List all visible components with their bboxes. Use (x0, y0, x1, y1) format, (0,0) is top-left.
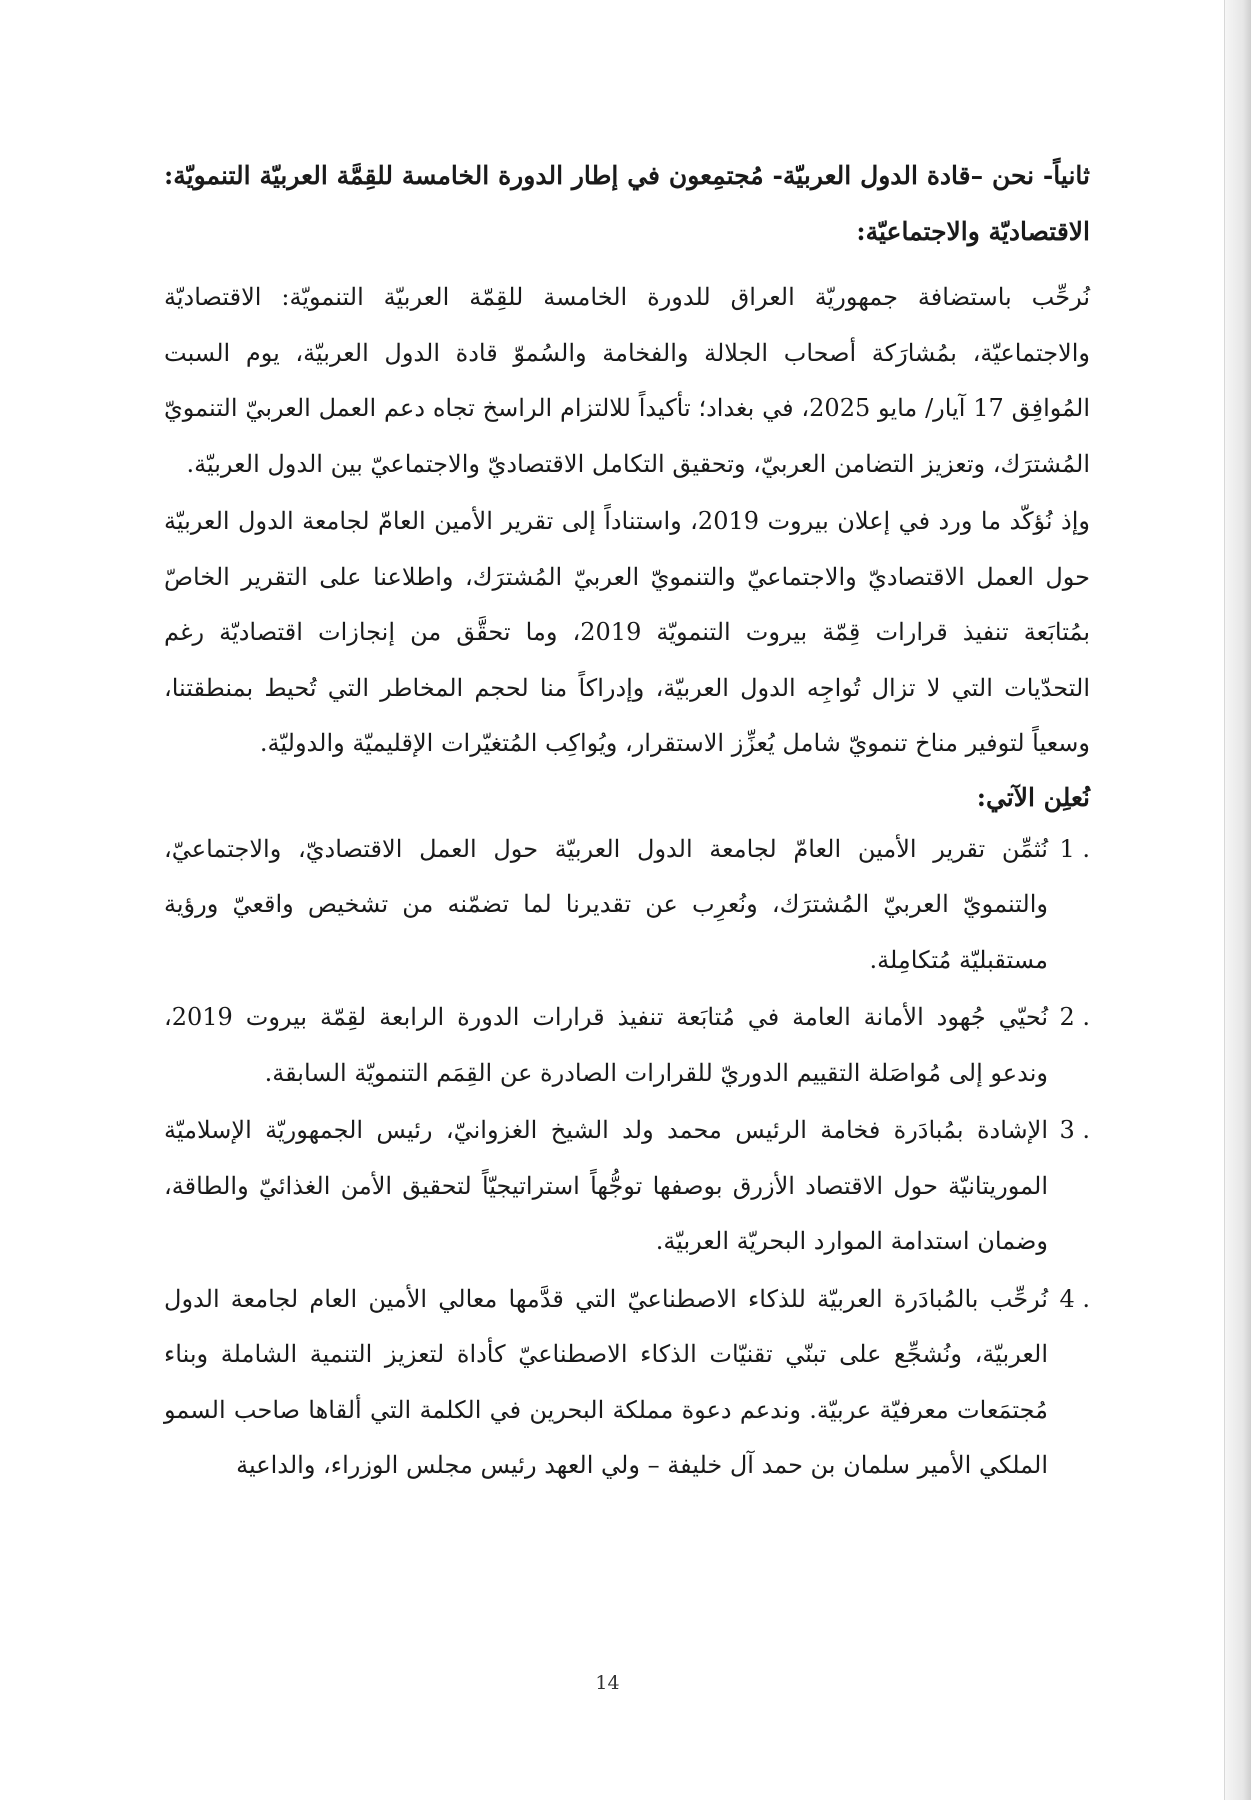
declarations-list (164, 822, 1090, 1494)
item-number: 3 . (1059, 1116, 1090, 1144)
item-text: نُحيّي جُهود الأمانة العامة في مُتابَعة تنفيذ قرارات الدورة الرابعة لقِمّة بيروت 2019، وندعو إلى مُواصَلة التقييم الدوريّ للقرارات الصادرة عن القِمَم التنمويّة السابقة. (164, 1003, 1048, 1087)
paragraph-affirmation: وإذ نُؤكّد ما ورد في إعلان بيروت 2019، واستناداً إلى تقرير الأمين العامّ لجامعة الدول العربيّة حول العمل الاقتصاديّ والاجتماعيّ والتنمويّ العربيّ المُشترَك، واطلاعنا على التقرير الخاصّ بمُتابَعة تنفيذ قرارات قِمّة بيروت التنمويّة 2019، وما تحقَّق من إنجازات اقتصاديّة رغم التحدّيات التي لا تزال تُواجِه الدول العربيّة، وإدراكاً منا لحجم المخاطر التي تُحيط بمنطقتنا، وسعياً لتوفير مناخ تنمويّ شامل يُعزِّز الاستقرار، ويُواكِب المُتغيّرات الإقليميّة والدوليّة. (164, 507, 1090, 757)
page-number: 14 (595, 1672, 620, 1694)
announce-heading: نُعلِن الآتي: (976, 782, 1090, 812)
item-number: 2 . (1059, 1003, 1090, 1031)
item-text: نُثمِّن تقرير الأمين العامّ لجامعة الدول العربيّة حول العمل الاقتصاديّ، والاجتماعيّ، والتنمويّ العربيّ المُشترَك، ونُعرِب عن تقديرنا لما تضمّنه من تشخيص واقعيّ ورؤية مستقبليّة مُتكامِلة. (164, 834, 1048, 974)
list-item (164, 822, 1090, 989)
item-text: نُرحِّب بالمُبادَرة العربيّة للذكاء الاصطناعيّ التي قدَّمها معالي الأمين العام لجامعة الدول العربيّة، ونُشجِّع على تبنّي تقنيّات الذكاء الاصطناعيّ كأداة لتعزيز التنمية الشاملة وبناء مُجتمَعات معرفيّة عربيّة. وندعم دعوة مملكة البحرين في الكلمة التي ألقاها صاحب السمو الملكي الأمير سلمان بن حمد آل خليفة – ولي العهد رئيس مجلس الوزراء، والداعية (164, 1284, 1048, 1479)
item-number: 4 . (1059, 1284, 1090, 1313)
list-item (164, 990, 1090, 1101)
item-number: 1 . (1059, 834, 1090, 863)
list-item (164, 1272, 1090, 1494)
document-page (164, 148, 1090, 1496)
section-heading: ثانياً- نحن –قادة الدول العربيّة- مُجتمِعون في إطار الدورة الخامسة للقِمَّة العربيّة التنمويّة: الاقتصاديّة والاجتماعيّة: (164, 161, 1090, 246)
page-edge-shadow (1225, 0, 1251, 1800)
page-edge-line (1224, 0, 1225, 1800)
list-item (164, 1103, 1090, 1270)
item-text: الإشادة بمُبادَرة فخامة الرئيس محمد ولد الشيخ الغزوانيّ، رئيس الجمهوريّة الإسلاميّة الموريتانيّة حول الاقتصاد الأزرق بوصفها توجُّهاً استراتيجيّاً لتحقيق الأمن الغذائيّ والطاقة، وضمان استدامة الموارد البحريّة العربيّة. (164, 1116, 1048, 1255)
paragraph-welcome: نُرحِّب باستضافة جمهوريّة العراق للدورة الخامسة للقِمّة العربيّة التنمويّة: الاقتصاديّة والاجتماعيّة، بمُشارَكة أصحاب الجلالة والفخامة والسُموّ قادة الدول العربيّة، يوم السبت المُوافِق 17 آيار/ مايو 2025، في بغداد؛ تأكيداً للالتزام الراسخ تجاه دعم العمل العربيّ التنمويّ المُشترَك، وتعزيز التضامن العربيّ، وتحقيق التكامل الاقتصاديّ والاجتماعيّ بين الدول العربيّة. (164, 283, 1090, 478)
